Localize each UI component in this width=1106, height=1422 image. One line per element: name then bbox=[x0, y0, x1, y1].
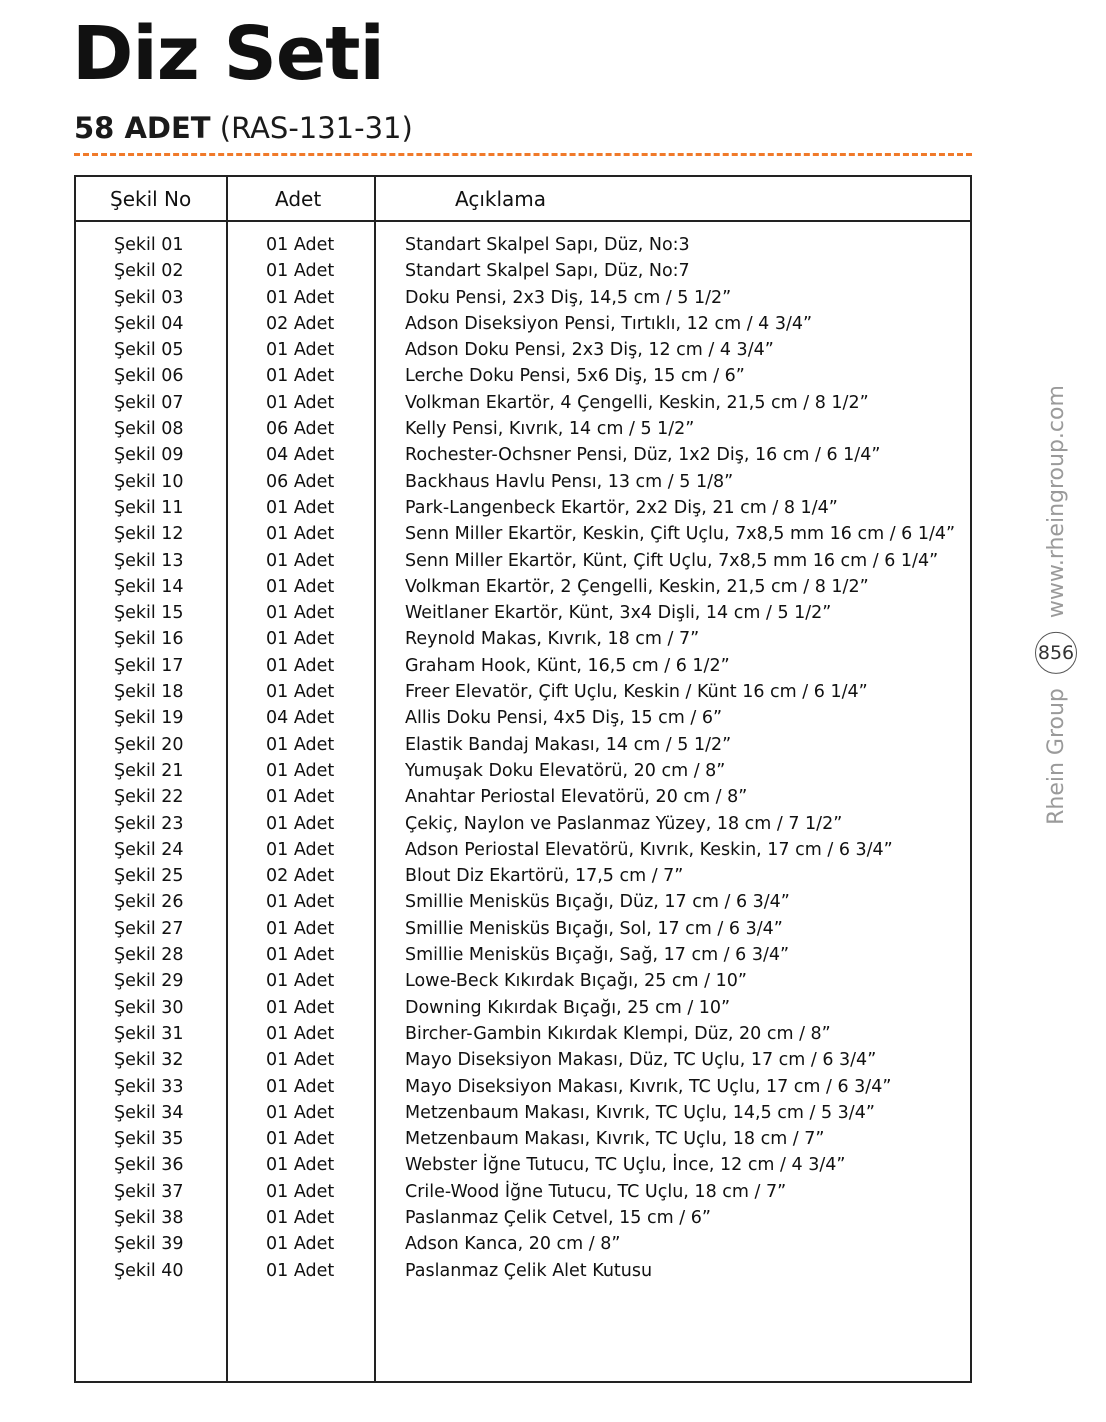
set-count: 58 ADET bbox=[74, 111, 211, 145]
cell-aciklama: Lerche Doku Pensi, 5x6 Diş, 15 cm / 6” bbox=[405, 366, 745, 387]
table-row bbox=[76, 758, 970, 784]
table-row bbox=[76, 285, 970, 311]
table-row bbox=[76, 705, 970, 731]
cell-sekil-no: Şekil 04 bbox=[114, 313, 184, 334]
cell-aciklama: Çekiç, Naylon ve Paslanmaz Yüzey, 18 cm / 7 1/2” bbox=[405, 813, 843, 834]
cell-aciklama: Rochester-Ochsner Pensi, Düz, 1x2 Diş, 16 cm / 6 1/4” bbox=[405, 445, 881, 466]
cell-adet: 01 Adet bbox=[266, 1155, 335, 1176]
table-row bbox=[76, 889, 970, 915]
cell-adet: 02 Adet bbox=[266, 866, 335, 887]
cell-sekil-no: Şekil 03 bbox=[114, 287, 184, 308]
cell-adet: 06 Adet bbox=[266, 419, 335, 440]
cell-sekil-no: Şekil 11 bbox=[114, 497, 184, 518]
orange-dashed-divider bbox=[74, 153, 972, 156]
table-row bbox=[76, 811, 970, 837]
cell-sekil-no: Şekil 23 bbox=[114, 813, 184, 834]
cell-aciklama: Adson Periostal Elevatörü, Kıvrık, Keskin, 17 cm / 6 3/4” bbox=[405, 839, 893, 860]
cell-adet: 01 Adet bbox=[266, 392, 335, 413]
table-row bbox=[76, 548, 970, 574]
cell-aciklama: Adson Kanca, 20 cm / 8” bbox=[405, 1234, 621, 1255]
set-subtitle bbox=[74, 108, 413, 148]
cell-aciklama: Senn Miller Ekartör, Künt, Çift Uçlu, 7x8,5 mm 16 cm / 6 1/4” bbox=[405, 550, 939, 571]
table-row bbox=[76, 1179, 970, 1205]
table-row bbox=[76, 732, 970, 758]
table-row bbox=[76, 679, 970, 705]
table-row bbox=[76, 1152, 970, 1178]
cell-adet: 01 Adet bbox=[266, 655, 335, 676]
cell-sekil-no: Şekil 37 bbox=[114, 1181, 184, 1202]
cell-adet: 01 Adet bbox=[266, 918, 335, 939]
website-url: www.rheingroup.com bbox=[1043, 385, 1069, 619]
cell-sekil-no: Şekil 14 bbox=[114, 576, 184, 597]
cell-aciklama: Doku Pensi, 2x3 Diş, 14,5 cm / 5 1/2” bbox=[405, 287, 732, 308]
cell-sekil-no: Şekil 29 bbox=[114, 971, 184, 992]
cell-aciklama: Kelly Pensi, Kıvrık, 14 cm / 5 1/2” bbox=[405, 419, 695, 440]
cell-adet: 01 Adet bbox=[266, 261, 335, 282]
cell-adet: 01 Adet bbox=[266, 971, 335, 992]
table-row bbox=[76, 1205, 970, 1231]
cell-sekil-no: Şekil 07 bbox=[114, 392, 184, 413]
cell-aciklama: Freer Elevatör, Çift Uçlu, Keskin / Künt 16 cm / 6 1/4” bbox=[405, 682, 868, 703]
cell-aciklama: Metzenbaum Makası, Kıvrık, TC Uçlu, 14,5 cm / 5 3/4” bbox=[405, 1102, 875, 1123]
cell-adet: 01 Adet bbox=[266, 1050, 335, 1071]
cell-adet: 01 Adet bbox=[266, 1181, 335, 1202]
cell-sekil-no: Şekil 15 bbox=[114, 603, 184, 624]
table-row bbox=[76, 311, 970, 337]
table-row bbox=[76, 1231, 970, 1257]
table-row bbox=[76, 574, 970, 600]
table-row bbox=[76, 863, 970, 889]
cell-sekil-no: Şekil 35 bbox=[114, 1129, 184, 1150]
table-row bbox=[76, 1047, 970, 1073]
cell-sekil-no: Şekil 10 bbox=[114, 471, 184, 492]
cell-adet: 01 Adet bbox=[266, 1129, 335, 1150]
brand-name: Rhein Group bbox=[1043, 688, 1069, 825]
page-number: 856 bbox=[1035, 632, 1077, 674]
cell-adet: 02 Adet bbox=[266, 313, 335, 334]
table-body bbox=[76, 232, 970, 1284]
cell-aciklama: Blout Diz Ekartörü, 17,5 cm / 7” bbox=[405, 866, 684, 887]
cell-aciklama: Paslanmaz Çelik Cetvel, 15 cm / 6” bbox=[405, 1207, 711, 1228]
cell-sekil-no: Şekil 27 bbox=[114, 918, 184, 939]
cell-sekil-no: Şekil 06 bbox=[114, 366, 184, 387]
cell-sekil-no: Şekil 33 bbox=[114, 1076, 184, 1097]
cell-adet: 01 Adet bbox=[266, 1023, 335, 1044]
cell-aciklama: Smillie Menisküs Bıçağı, Düz, 17 cm / 6 3/4” bbox=[405, 892, 790, 913]
cell-aciklama: Adson Diseksiyon Pensi, Tırtıklı, 12 cm / 4 3/4” bbox=[405, 313, 813, 334]
table-row bbox=[76, 390, 970, 416]
cell-adet: 01 Adet bbox=[266, 787, 335, 808]
table-row bbox=[76, 495, 970, 521]
table-row bbox=[76, 1021, 970, 1047]
cell-aciklama: Paslanmaz Çelik Alet Kutusu bbox=[405, 1260, 653, 1281]
cell-adet: 01 Adet bbox=[266, 682, 335, 703]
side-footer bbox=[1037, 340, 1075, 870]
instrument-table bbox=[74, 175, 972, 1383]
cell-aciklama: Downing Kıkırdak Bıçağı, 25 cm / 10” bbox=[405, 997, 731, 1018]
cell-sekil-no: Şekil 32 bbox=[114, 1050, 184, 1071]
cell-sekil-no: Şekil 22 bbox=[114, 787, 184, 808]
cell-sekil-no: Şekil 16 bbox=[114, 629, 184, 650]
cell-aciklama: Yumuşak Doku Elevatörü, 20 cm / 8” bbox=[405, 760, 726, 781]
table-row bbox=[76, 521, 970, 547]
table-row bbox=[76, 626, 970, 652]
table-row bbox=[76, 837, 970, 863]
table-row bbox=[76, 363, 970, 389]
cell-aciklama: Reynold Makas, Kıvrık, 18 cm / 7” bbox=[405, 629, 700, 650]
table-row bbox=[76, 232, 970, 258]
cell-adet: 01 Adet bbox=[266, 760, 335, 781]
cell-adet: 01 Adet bbox=[266, 235, 335, 255]
table-row bbox=[76, 653, 970, 679]
cell-adet: 01 Adet bbox=[266, 366, 335, 387]
cell-adet: 01 Adet bbox=[266, 287, 335, 308]
cell-adet: 01 Adet bbox=[266, 629, 335, 650]
cell-sekil-no: Şekil 08 bbox=[114, 419, 184, 440]
cell-adet: 01 Adet bbox=[266, 813, 335, 834]
cell-aciklama: Smillie Menisküs Bıçağı, Sol, 17 cm / 6 3/4” bbox=[405, 918, 783, 939]
cell-adet: 01 Adet bbox=[266, 1234, 335, 1255]
cell-aciklama: Volkman Ekartör, 2 Çengelli, Keskin, 21,5 cm / 8 1/2” bbox=[405, 576, 869, 597]
table-row bbox=[76, 600, 970, 626]
cell-adet: 01 Adet bbox=[266, 576, 335, 597]
cell-sekil-no: Şekil 31 bbox=[114, 1023, 184, 1044]
page-title: Diz Seti bbox=[72, 11, 384, 97]
cell-aciklama: Graham Hook, Künt, 16,5 cm / 6 1/2” bbox=[405, 655, 730, 676]
cell-adet: 01 Adet bbox=[266, 892, 335, 913]
cell-adet: 01 Adet bbox=[266, 340, 335, 361]
cell-aciklama: Senn Miller Ekartör, Keskin, Çift Uçlu, 7x8,5 mm 16 cm / 6 1/4” bbox=[405, 524, 956, 545]
cell-aciklama: Mayo Diseksiyon Makası, Kıvrık, TC Uçlu, 17 cm / 6 3/4” bbox=[405, 1076, 892, 1097]
cell-aciklama: Volkman Ekartör, 4 Çengelli, Keskin, 21,5 cm / 8 1/2” bbox=[405, 392, 869, 413]
cell-sekil-no: Şekil 20 bbox=[114, 734, 184, 755]
cell-adet: 06 Adet bbox=[266, 471, 335, 492]
cell-aciklama: Elastik Bandaj Makası, 14 cm / 5 1/2” bbox=[405, 734, 732, 755]
cell-aciklama: Standart Skalpel Sapı, Düz, No:3 bbox=[405, 235, 690, 255]
cell-adet: 04 Adet bbox=[266, 708, 335, 729]
cell-sekil-no: Şekil 28 bbox=[114, 945, 184, 966]
cell-sekil-no: Şekil 02 bbox=[114, 261, 184, 282]
cell-adet: 01 Adet bbox=[266, 550, 335, 571]
cell-aciklama: Anahtar Periostal Elevatörü, 20 cm / 8” bbox=[405, 787, 748, 808]
table-row bbox=[76, 968, 970, 994]
cell-adet: 01 Adet bbox=[266, 603, 335, 624]
cell-sekil-no: Şekil 19 bbox=[114, 708, 184, 729]
cell-aciklama: Smillie Menisküs Bıçağı, Sağ, 17 cm / 6 3/4” bbox=[405, 945, 790, 966]
cell-sekil-no: Şekil 18 bbox=[114, 682, 184, 703]
cell-aciklama: Weitlaner Ekartör, Künt, 3x4 Dişli, 14 cm / 5 1/2” bbox=[405, 603, 832, 624]
header-adet: Adet bbox=[275, 187, 322, 211]
cell-adet: 01 Adet bbox=[266, 497, 335, 518]
table-row bbox=[76, 916, 970, 942]
cell-adet: 01 Adet bbox=[266, 1260, 335, 1281]
cell-aciklama: Allis Doku Pensi, 4x5 Diş, 15 cm / 6” bbox=[405, 708, 723, 729]
cell-sekil-no: Şekil 38 bbox=[114, 1207, 184, 1228]
cell-aciklama: Mayo Diseksiyon Makası, Düz, TC Uçlu, 17 cm / 6 3/4” bbox=[405, 1050, 877, 1071]
table-row bbox=[76, 469, 970, 495]
cell-sekil-no: Şekil 39 bbox=[114, 1234, 184, 1255]
table-row bbox=[76, 784, 970, 810]
cell-sekil-no: Şekil 09 bbox=[114, 445, 184, 466]
table-row bbox=[76, 337, 970, 363]
cell-sekil-no: Şekil 36 bbox=[114, 1155, 184, 1176]
table-row bbox=[76, 1074, 970, 1100]
cell-sekil-no: Şekil 12 bbox=[114, 524, 184, 545]
set-code: (RAS-131-31) bbox=[219, 111, 413, 145]
cell-sekil-no: Şekil 30 bbox=[114, 997, 184, 1018]
table-row bbox=[76, 995, 970, 1021]
cell-adet: 01 Adet bbox=[266, 945, 335, 966]
cell-sekil-no: Şekil 34 bbox=[114, 1102, 184, 1123]
table-row bbox=[76, 1258, 970, 1284]
cell-aciklama: Lowe-Beck Kıkırdak Bıçağı, 25 cm / 10” bbox=[405, 971, 747, 992]
cell-aciklama: Crile-Wood İğne Tutucu, TC Uçlu, 18 cm / 7” bbox=[405, 1181, 787, 1202]
cell-aciklama: Webster İğne Tutucu, TC Uçlu, İnce, 12 cm / 4 3/4” bbox=[405, 1155, 846, 1176]
cell-aciklama: Metzenbaum Makası, Kıvrık, TC Uçlu, 18 cm / 7” bbox=[405, 1129, 825, 1150]
cell-adet: 01 Adet bbox=[266, 734, 335, 755]
cell-sekil-no: Şekil 25 bbox=[114, 866, 184, 887]
table-row bbox=[76, 258, 970, 284]
cell-sekil-no: Şekil 01 bbox=[114, 235, 184, 255]
cell-sekil-no: Şekil 17 bbox=[114, 655, 184, 676]
cell-aciklama: Bircher-Gambin Kıkırdak Klempi, Düz, 20 cm / 8” bbox=[405, 1023, 831, 1044]
table-row bbox=[76, 1126, 970, 1152]
cell-adet: 01 Adet bbox=[266, 1207, 335, 1228]
cell-sekil-no: Şekil 05 bbox=[114, 340, 184, 361]
header-sekil-no: Şekil No bbox=[110, 187, 192, 211]
cell-adet: 01 Adet bbox=[266, 1102, 335, 1123]
cell-adet: 01 Adet bbox=[266, 997, 335, 1018]
cell-aciklama: Adson Doku Pensi, 2x3 Diş, 12 cm / 4 3/4” bbox=[405, 340, 774, 361]
table-row bbox=[76, 1100, 970, 1126]
table-row bbox=[76, 442, 970, 468]
cell-sekil-no: Şekil 40 bbox=[114, 1260, 184, 1281]
table-row bbox=[76, 416, 970, 442]
cell-sekil-no: Şekil 24 bbox=[114, 839, 184, 860]
cell-adet: 04 Adet bbox=[266, 445, 335, 466]
cell-aciklama: Standart Skalpel Sapı, Düz, No:7 bbox=[405, 261, 690, 282]
table-row bbox=[76, 942, 970, 968]
cell-sekil-no: Şekil 21 bbox=[114, 760, 184, 781]
cell-sekil-no: Şekil 13 bbox=[114, 550, 184, 571]
cell-adet: 01 Adet bbox=[266, 524, 335, 545]
cell-aciklama: Backhaus Havlu Pensı, 13 cm / 5 1/8” bbox=[405, 471, 734, 492]
cell-sekil-no: Şekil 26 bbox=[114, 892, 184, 913]
cell-adet: 01 Adet bbox=[266, 1076, 335, 1097]
header-aciklama: Açıklama bbox=[455, 187, 547, 211]
cell-adet: 01 Adet bbox=[266, 839, 335, 860]
cell-aciklama: Park-Langenbeck Ekartör, 2x2 Diş, 21 cm / 8 1/4” bbox=[405, 497, 838, 518]
